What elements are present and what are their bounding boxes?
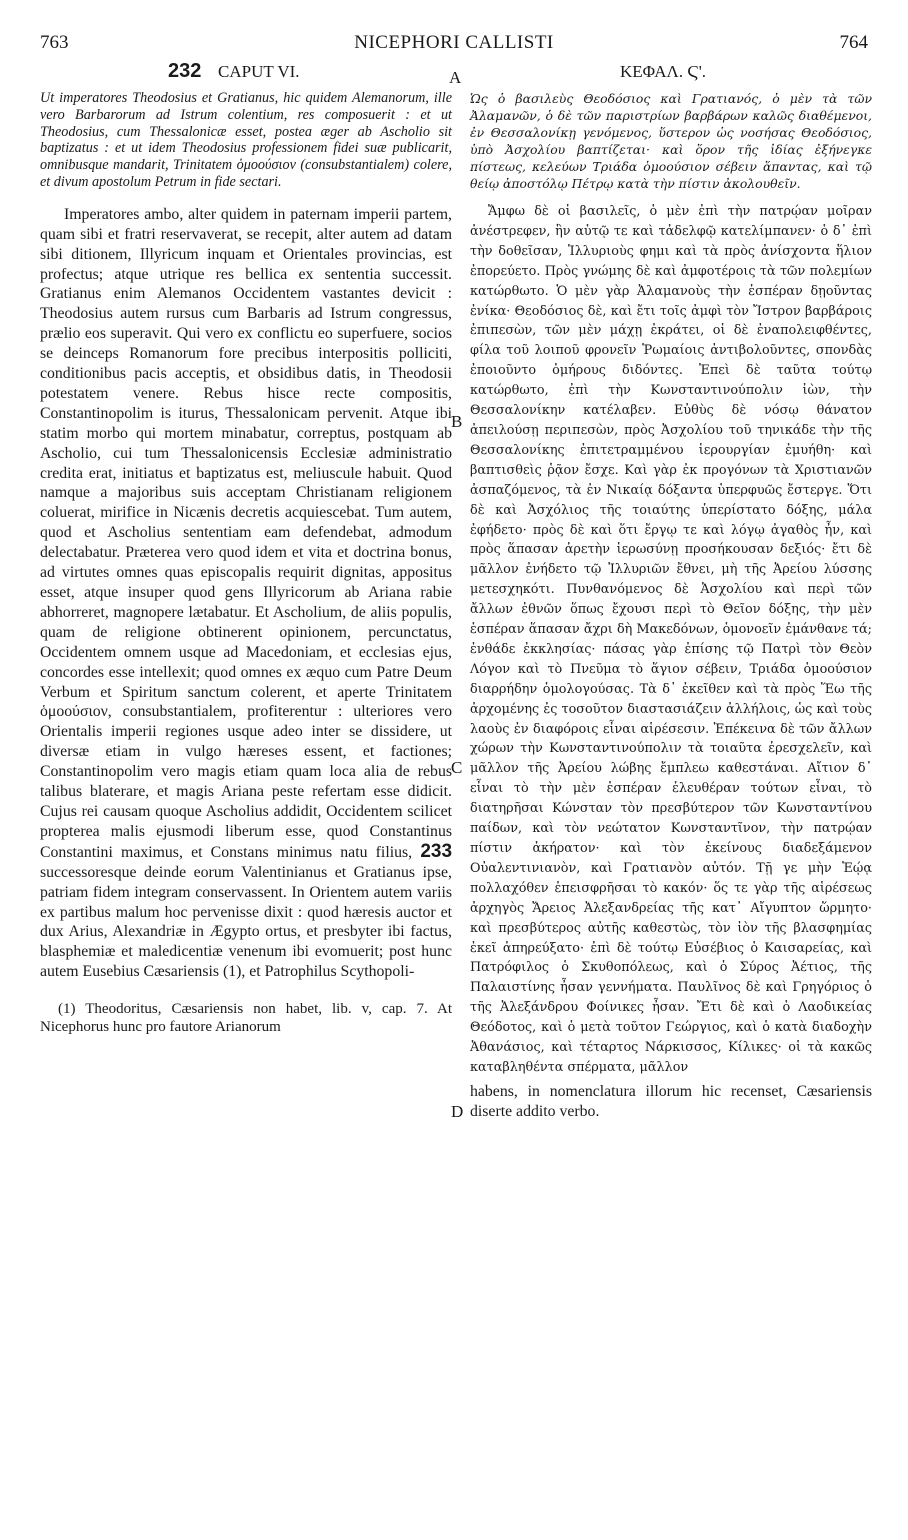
greek-column: [470, 60, 872, 1122]
latin-body-part-1: Imperatores ambo, alter quidem in paternam imperii partem, quam sibi et fratri reservaverat, se recepit, alter autem ad datam sibi ditionem, Illyricum inquam et Orientales provincias, est profectus; atque utrique res bellica ex sententia successit. Gratianus enim Alemanos Occidentem vastantes devicit : Theodosius autem rursus cum Barbaris ad Istrum congressus, prælio eos superavit. Qui vero ex conflictu eo superfuere, socios se deinceps Romanorum fore precibus interpositis polliciti, conditionibus pacis acceptis, et obsidibus datis, in Theodosii potestatem venere. Rebus hisce recte compositis, Constantinopolim is iturus, Thessalonicam pervenit. Atque ibi statim morbo qui mortem minabatur, correptus, postquam ab Ascholio, cui tum Thessalonicensis Ecclesiæ administratio credita erat, initiatus et baptizatus est, meliuscule habuit. Quod namque a majoribus suis acceptam Christianam religionem coluerat, mirifice in Nicænis decretis acquiescebat. Tum autem, quod et Ascholius sententiam eam defendebat, admodum delectabatur. Præterea vero quod idem et vita et doctrina bonus, ad virtutes omnes quas episcopalis requirit dignitas, appositus esset, atque insuper quod gens Illyricorum ab Ariana rabie abhorreret, magnopere lætabatur. Et Ascholium, de aliis populis, quam de religione obtinerent opinionem, percunctatus, Occidentem omnem usque ad Macedoniam, et ecclesias ejus, concordes esse intellexit; quod omnes ex æquo cum Patre Deum Verbum et Spiritum sanctum colerent, et aperte Trinitatem ὁμοούσιον, consubstantialem, profiterentur : ulteriores vero Orientalis imperii regiones usque adeo inter se dissidere, ut diversæ etiam in vulgo hæreses essent, et factiones; Constantinopolim vero magis etiam quam loca alia de rebus talibus blaterare, et magis Ariana peste refertam esse didicit. Cujus rei causam quoque Ascholius addidit, Occidentem scilicet propterea malis ejusmodi liberum esse, quod Constantinus Constantini maximus, et Constans minimus natu filius,: [40, 205, 452, 861]
running-head: [28, 32, 880, 58]
right-column-number: 764: [839, 32, 868, 53]
footnote-continuation: habens, in nomenclatura illorum hic recenset, Cæsariensis diserte addito verbo.: [470, 1082, 872, 1120]
running-title: NICEPHORI CALLISTI: [354, 32, 554, 53]
latin-chapter-summary: Ut imperatores Theodosius et Gratianus, hic quidem Alemanorum, ille vero Barbarorum ad Istrum colentium, res composuerit : et ut Theodosius, cum Thessalonicæ esset, postea æger ab Ascholio sit baptizatus : et ut idem Theodosius professionem fidei suæ publicarit, omnibusque mandarit, Trinitatem ὁμοούσιον (consubstantialem) colere, et divum apostolum Petrum in fide sectari.: [40, 90, 452, 190]
margin-marker-b: B: [451, 412, 463, 431]
latin-body-text: [40, 205, 452, 982]
greek-chapter-heading: [470, 60, 872, 90]
footnote: (1) Theodoritus, Cæsariensis non habet, lib. v, cap. 7. At Nicephorus hunc pro fautore Arianorum: [40, 1001, 452, 1036]
section-number: 232: [168, 60, 202, 82]
greek-chapter-summary: Ὡς ὁ βασιλεὺς Θεοδόσιος καὶ Γρατιανός, ὁ μὲν τὰ τῶν Ἀλαμανῶν, ὁ δὲ τῶν παριστρίων βαρβάρων καλῶς διαθέμενοι, ἐν Θεσσαλονίκῃ γενόμενος, ὕστερον ὡς νοσήσας Θεοδόσιος, ὑπὸ Ἀσχολίου βαπτίζεται· καὶ ὅρον τῆς ἰδίας ἐξήνεγκε πίστεως, κελεύων Τριάδα ὁμοούσιον σέβειν ἅπαντας, καὶ τῷ θείῳ ἀποστόλῳ Πέτρῳ κατὰ τὴν πίστιν ἀκολουθεῖν.: [470, 91, 872, 191]
latin-column: [40, 60, 452, 1036]
latin-chapter-heading: [40, 60, 452, 90]
margin-marker-c: C: [451, 758, 463, 777]
latin-body-part-2: successoresque deinde eorum Valentinianus et Gratianus ipse, patriam fidem integram conservassent. In Orientem autem variis ex partibus malum hoc pervenisse dixit : quod hæresis auctor et dux Arius, Alexandriæ in Ægypto ortus, et presbyter ibi factus, blasphemiæ et maledicentiæ venenum ibi evomuerit; post hunc autem Eusebius Cæsariensis (1), et Patrophilus Scythopoli-: [40, 863, 452, 981]
margin-marker-a: A: [449, 68, 462, 87]
latin-caput-title: CAPUT VI.: [218, 62, 300, 81]
left-column-number: 763: [40, 32, 69, 53]
inline-section-number: 233: [420, 840, 453, 862]
greek-body-text: Ἄμφω δὲ οἱ βασιλεῖς, ὁ μὲν ἐπὶ τὴν πατρῴαν μοῖραν ἀνέστρεφεν, ἣν αὑτῷ τε καὶ τἀδελφῷ κατελίμπανεν· ὁ δ᾽ ἐπὶ τὴν δοθεῖσαν, Ἰλλυριοὺς φημι καὶ τὰ πρὸς ἀνίσχοντα ἥλιον ἐπορεύετο. Πρὸς γνώμης δὲ καὶ ἀμφοτέροις τὰ τῶν πολεμίων κατώρθωτο. Ὁ μὲν γὰρ Ἀλαμανοὺς τὴν ἑσπέραν δῃοῦντας ἐνίκα· Θεοδόσιος δὲ, καὶ ἔτι τοῖς ἀμφὶ τὸν Ἴστρον βαρβάροις ἐπιπεσὼν, τῶν μὲν μάχῃ ἐκράτει, οἱ δὲ ἐναπολειφθέντες, φίλα τοῦ λοιποῦ φρονεῖν Ῥωμαίοις ἀντιβολοῦντες, σπονδὰς ἐποιοῦντο ὁμήρους διδόντες. Ἐπεὶ δὲ ταῦτα τούτῳ κατώρθωτο, ἐπὶ τὴν Κωνσταντινούπολιν ἰὼν, τὴν Θεσσαλονίκην κατέλαβεν. Εὐθὺς δὲ νόσῳ θάνατον ἀπειλούσῃ περιπεσὼν, πρὸς Ἀσχολίου τοῦ τηνικάδε τὴν τῆς Θεσσαλονίκης ἐπιτετραμμένου ἱερουργίαν ἐμυήθη· καὶ βαπτισθεὶς ῥᾷον ἔσχε. Καὶ γὰρ ἐκ προγόνων τὰ Χριστιανῶν ἀσπαζόμενος, τὰ ἐν Νικαίᾳ δόξαντα ὑπερφυῶς ἔστεργε. Ὅτι δὲ καὶ Ἀσχόλιος τῆς τοιαύτης ὑπερίστατο δόξης, μάλα ἐφήδετο· πρὸς δὲ καὶ ὅτι ἔργῳ τε καὶ λόγῳ ἀγαθὸς ἦν, καὶ πρὸς ἅπασαν ἀρετὴν ἱερωσύνῃ προσήκουσαν δεξιός· ἔτι δὲ μᾶλλον ἐνήδετο τῷ Ἰλλυριῶν ἔθνει, μὴ τῆς Ἀρείου λύσσης μετεσχηκότι. Πυνθανόμενος δὲ Ἀσχολίου καὶ περὶ τῶν ἄλλων ἐθνῶν ὅπως ἔχουσι περὶ τὸ Θεῖον δόξης, τὴν μὲν ἑσπέραν ἅπασαν ἄχρι δὴ Μακεδόνων, ὁμονοεῖν ἐμάνθανε τά; ἐνθάδε ἐκκλησίας· πάσας γὰρ ἐπίσης τῷ Πατρὶ τὸν Θεὸν Λόγον καὶ τὸ Πνεῦμα τὸ ἅγιον σέβειν, Τριάδα ὁμοούσιον διαρρήδην ὁμολογούσας. Τὰ δ᾽ ἐκεῖθεν καὶ τὰ πρὸς Ἕω τῆς ἀρχομένης ἐς τοσοῦτον διαστασιάζειν ἀλλήλοις, ὡς καὶ τοὺς λαοὺς ἐν διαφόροις εἶναι αἱρέσεσιν. Ἐπέκεινα δὲ τῶν ἄλλων χώρων τὴν Κωνσταντινούπολιν τὰ τοιαῦτα ἐρεσχελεῖν, καὶ μᾶλλον τῆς Ἀρείου λώβης ἔμπλεω καθεστάναι. Αἴτιον δ᾽ εἶναι τὸ τὴν μὲν ἑσπέραν ἐλευθέραν τούτων εἶναι, τὸ διατηρῆσαι Κώνσταν τὸν πρεσβύτερον τῶν Κωνσταντίνου παίδων, καὶ τὸν νεώτατον Κωνσταντῖνον, τὴν πατρῴαν πίστιν ἀκήρατον· καὶ τὸν ἐκείνους διαδεξάμενον Οὐαλεντινιανὸν, καὶ Γρατιανὸν αὐτόν. Τῇ γε μὴν Ἑῴᾳ πολλαχόθεν ἐπεισφρῆσαι τὸ κακόν· ὅς τε γὰρ τῆς αἱρέσεως ἀρχηγὸς Ἄρειος Ἀλεξανδρείας τῆς κατ᾽ Αἴγυπτον ὥρμητο· καὶ πρεσβύτερος αὐτῆς καθεστὼς, τὸν ἰὸν τῆς βλασφημίας ἐκεῖ ἀπηρεύξατο· ἐπὶ δὲ τούτῳ Εὐσέβιος ὁ Καισαρείας, καὶ Πατρόφιλος ὁ Σκυθοπόλεως, καὶ ὁ Σύρος Ἀέτιος, τῆς Παλαιστίνης ἦσαν γεννήματα. Παυλῖνος δὲ καὶ Γρηγόριος ὁ τῆς Ἀλεξάνδρου Φοίνικες ἦσαν. Ἔτι δὲ καὶ ὁ Λαοδικείας Θεόδοτος, καὶ ὁ μετὰ τοῦτον Γεώργιος, καὶ ὁ κατὰ διαδοχὴν Ἀθανάσιος, καὶ τέταρτος Νάρκισσος, Κίλικες· οἱ τὰ κακῶς καταβληθέντα σπέρματα, μᾶλλον: [470, 204, 872, 1075]
greek-caput-title: ΚΕΦΑΛ. Ϛ'.: [620, 62, 707, 81]
margin-marker-d: D: [451, 1102, 464, 1121]
